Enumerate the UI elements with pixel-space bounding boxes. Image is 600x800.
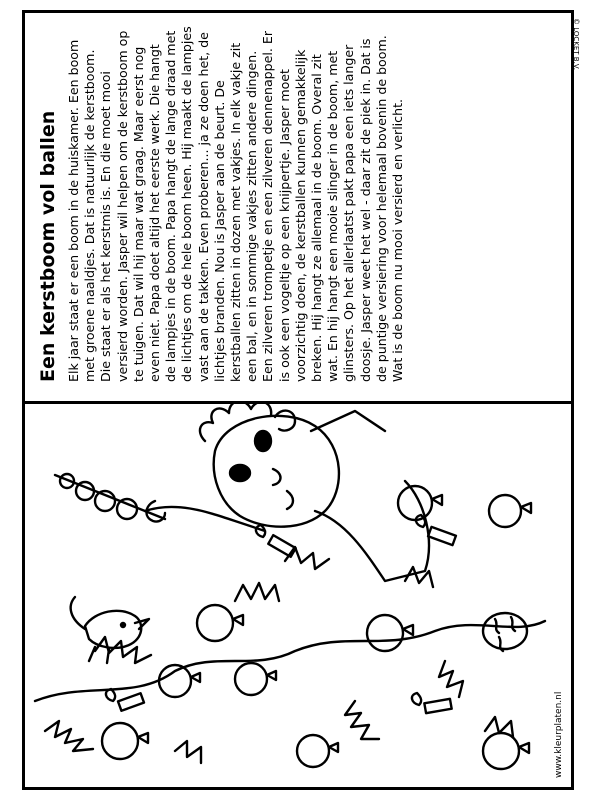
website-credit: www.kleurplaten.nl bbox=[554, 691, 564, 778]
baubles bbox=[102, 486, 531, 769]
jasper-figure bbox=[55, 401, 429, 581]
pinecone-ornament bbox=[483, 613, 527, 651]
tree-boughs bbox=[35, 547, 545, 763]
story-title: Een kerstboom vol ballen bbox=[37, 110, 59, 382]
story-body: Elk jaar staat er een boom in de huiskamer. Een boom met groene naaldjes. Dat is natuurlijk de kerstboom. Die staat er als het kerstmis is. En die moet mooi versierd worden. Jasper wil helpen om de kerstboom op te tuigen. Dat wil hij maar wat graag. Maar eerst nog even niet. Papa doet altijd het eerste werk. Die hangt de lampjes in de boom. Papa hangt de lange draad met de lichtjes om de hele boom heen. Hij maakt de lampjes vast aan de takken. Even proberen... ja ze doen het, de lichtjes branden. Nou is Jasper aan de beurt. De kerstballen zitten in dozen met vakjes. In elk vakje zit een bal, en in sommige vakjes zitten andere dingen. Een zilveren trompetje en een zilveren dennenappel. Er is ook een vogeltje op een knijpertje. Jasper moet voorzichtig doen, de kerstballen kunnen gemakkelijk breken. Hij hangt ze allemaal in de boom. Overal zit wat. En hij hangt een mooie slinger in de boom, met glinsters. Op het allerlaatst pakt papa een iets langer doosje. Jasper weet het wel - daar zit de piek in. Dat is de puntige versiering voor helemaal bovenin de boom. Wat is de boom nu mooi versierd en verlicht. bbox=[66, 26, 406, 382]
christmas-tree-illustration bbox=[25, 401, 571, 787]
copyright-credit: © LOCKET B.V. bbox=[572, 18, 580, 70]
story-panel bbox=[36, 26, 556, 382]
